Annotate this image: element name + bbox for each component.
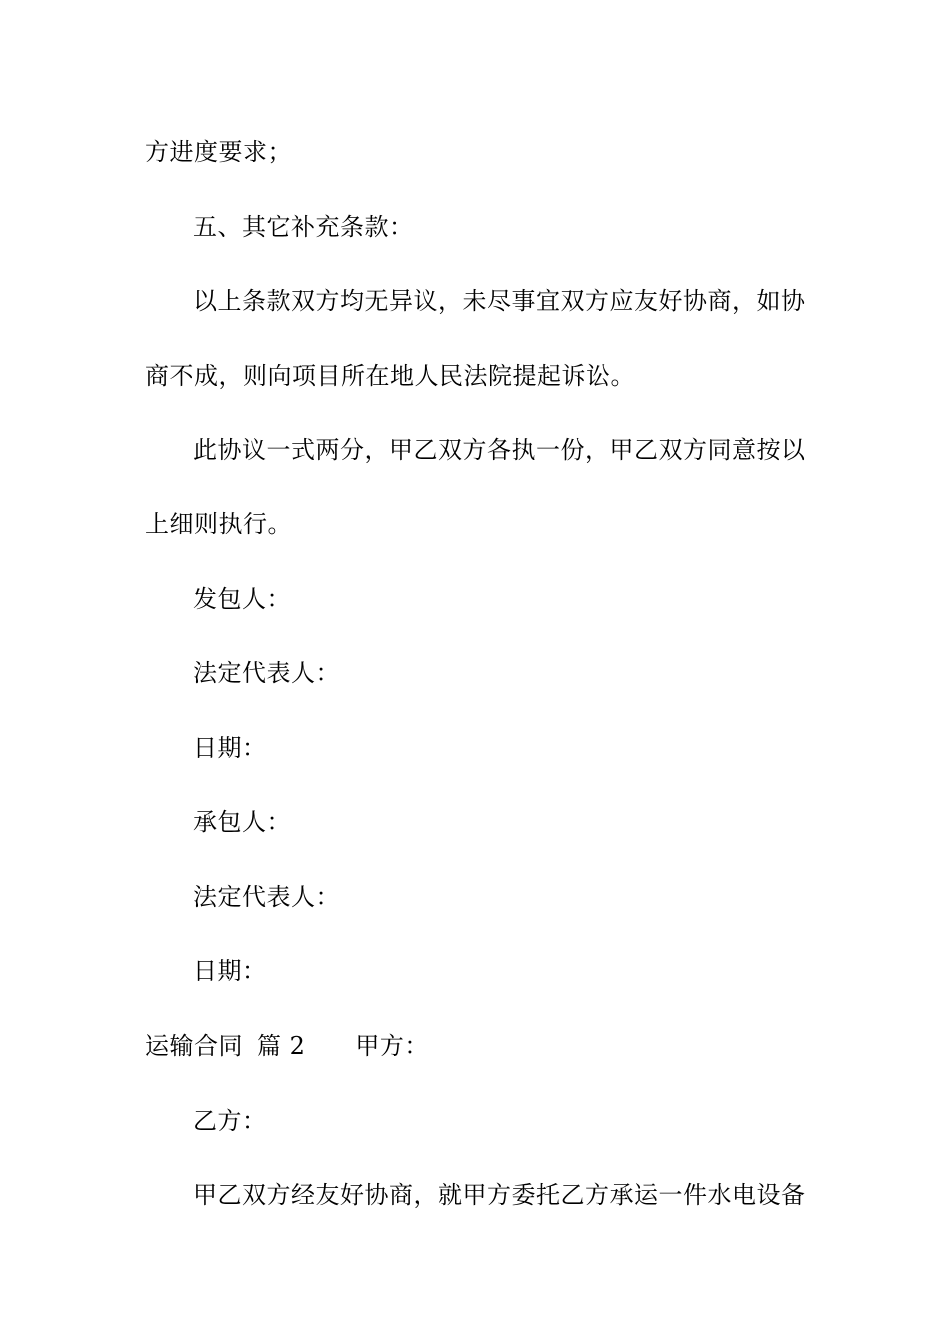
section-heading-line: [145, 1031, 825, 1061]
section-part: 篇 2: [257, 1032, 306, 1060]
clause-heading: 五、其它补充条款：: [193, 213, 414, 241]
employer-label: 发包人：: [193, 585, 291, 613]
text-line: 甲乙双方经友好协商，就甲方委托乙方承运一件水电设备: [193, 1181, 806, 1209]
text-line: 此协议一式两分，甲乙双方各执一份，甲乙双方同意按以: [193, 436, 806, 464]
date-label: 日期：: [193, 734, 267, 762]
text-line: 上细则执行。: [145, 510, 292, 538]
text-line: 商不成，则向项目所在地人民法院提起诉讼。: [145, 362, 635, 390]
legal-rep-label: 法定代表人：: [193, 659, 340, 687]
date-label: 日期：: [193, 957, 267, 985]
section-title: 运输合同: [145, 1032, 243, 1060]
text-line: 方进度要求；: [145, 138, 292, 166]
contractor-label: 承包人：: [193, 808, 291, 836]
legal-rep-label: 法定代表人：: [193, 883, 340, 911]
party-b-label: 乙方：: [193, 1107, 267, 1135]
text-line: 以上条款双方均无异议，未尽事宜双方应友好协商，如协: [193, 287, 806, 315]
party-a-label: 甲方：: [355, 1032, 429, 1060]
